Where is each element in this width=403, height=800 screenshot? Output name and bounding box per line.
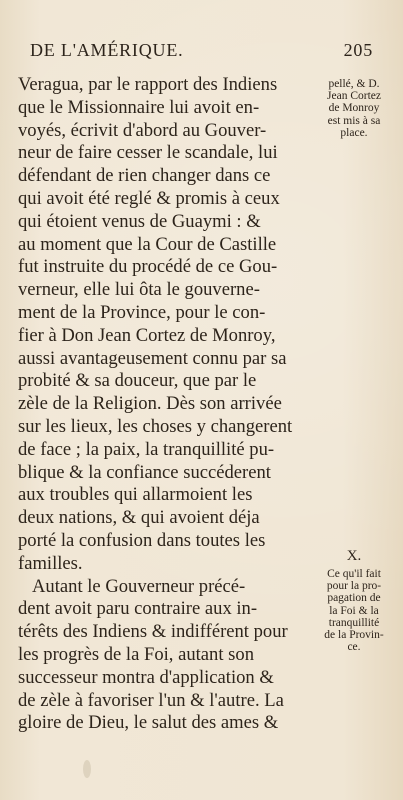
section-note-line: pour la pro- xyxy=(326,580,382,593)
margin-note-line: de Monroy xyxy=(328,102,380,115)
text-line: qui étoient venus de Guaymi : & xyxy=(18,210,261,232)
text-line: les progrès de la Foi, autant son xyxy=(18,643,254,665)
section-note-line: pagation de xyxy=(327,592,381,605)
text-line: térêts des Indiens & indifférent pour xyxy=(18,621,288,643)
margin-note-line: Jean Cortez xyxy=(327,90,381,103)
text-line: sur les lieux, les choses y changerent xyxy=(18,415,293,437)
margin-note-line: pellé, & D. xyxy=(328,78,380,90)
text-line: deux nations, & qui avoient déja xyxy=(18,507,260,529)
text-line: Autant le Gouverneur précé- xyxy=(32,575,246,597)
text-line: Veragua, par le rapport des Indiens xyxy=(18,74,278,95)
text-line: verneur, elle lui ôta le gouverne- xyxy=(18,279,260,301)
section-note-line: de la Provin- xyxy=(324,629,384,642)
margin-note-first xyxy=(312,78,396,139)
text-line: familles. xyxy=(18,552,83,574)
section-note-line: Ce qu'il fait xyxy=(327,568,381,580)
section-margin-block xyxy=(312,548,396,653)
text-line: fut instruite du procédé de ce Gou- xyxy=(18,256,278,278)
page-number: 205 xyxy=(343,40,373,60)
section-note-line: tranquillité xyxy=(328,616,380,629)
text-line: neur de faire cesser le scandale, lui xyxy=(18,142,278,164)
section-number: X. xyxy=(346,548,362,564)
margin-note-line: est mis à sa xyxy=(327,114,381,127)
text-line: de face ; la paix, la tranquillité pu- xyxy=(18,438,275,460)
text-line: que le Missionnaire lui avoit en- xyxy=(18,96,260,118)
text-line: aux troubles qui allarmoient les xyxy=(18,484,253,506)
margin-note-column xyxy=(312,78,396,139)
page-header xyxy=(30,40,373,64)
running-head: DE L'AMÉRIQUE. xyxy=(30,40,184,60)
text-line: porté la confusion dans toutes les xyxy=(18,529,266,551)
main-text-column xyxy=(18,74,308,735)
text-line: gloire de Dieu, le salut des ames & xyxy=(18,712,279,734)
text-line: défendant de rien changer dans ce xyxy=(18,165,271,187)
section-note-line: la Foi & la xyxy=(329,604,379,617)
text-line: qui avoit été reglé & promis à ceux xyxy=(18,187,280,209)
section-note-line: ce. xyxy=(347,641,361,654)
text-line: de zèle à favoriser l'un & l'autre. La xyxy=(18,689,284,711)
text-line: fier à Don Jean Cortez de Monroy, xyxy=(18,324,276,346)
text-line: blique & la confiance succéderent xyxy=(18,461,271,483)
text-line: probité & sa douceur, que par le xyxy=(18,370,257,392)
paper-mark xyxy=(83,760,91,778)
text-line: zèle de la Religion. Dès son arrivée xyxy=(18,393,282,415)
margin-note-line: place. xyxy=(340,126,368,139)
text-line: dent avoit paru contraire aux in- xyxy=(18,598,258,620)
text-line: aussi avantageusement connu par sa xyxy=(18,347,287,369)
text-line: au moment que la Cour de Castille xyxy=(18,233,277,255)
text-line: voyés, écrivit d'abord au Gouver- xyxy=(18,119,267,141)
text-line: ment de la Province, pour le con- xyxy=(18,301,266,323)
section-note xyxy=(312,568,396,653)
text-line: successeur montra d'application & xyxy=(18,666,274,688)
